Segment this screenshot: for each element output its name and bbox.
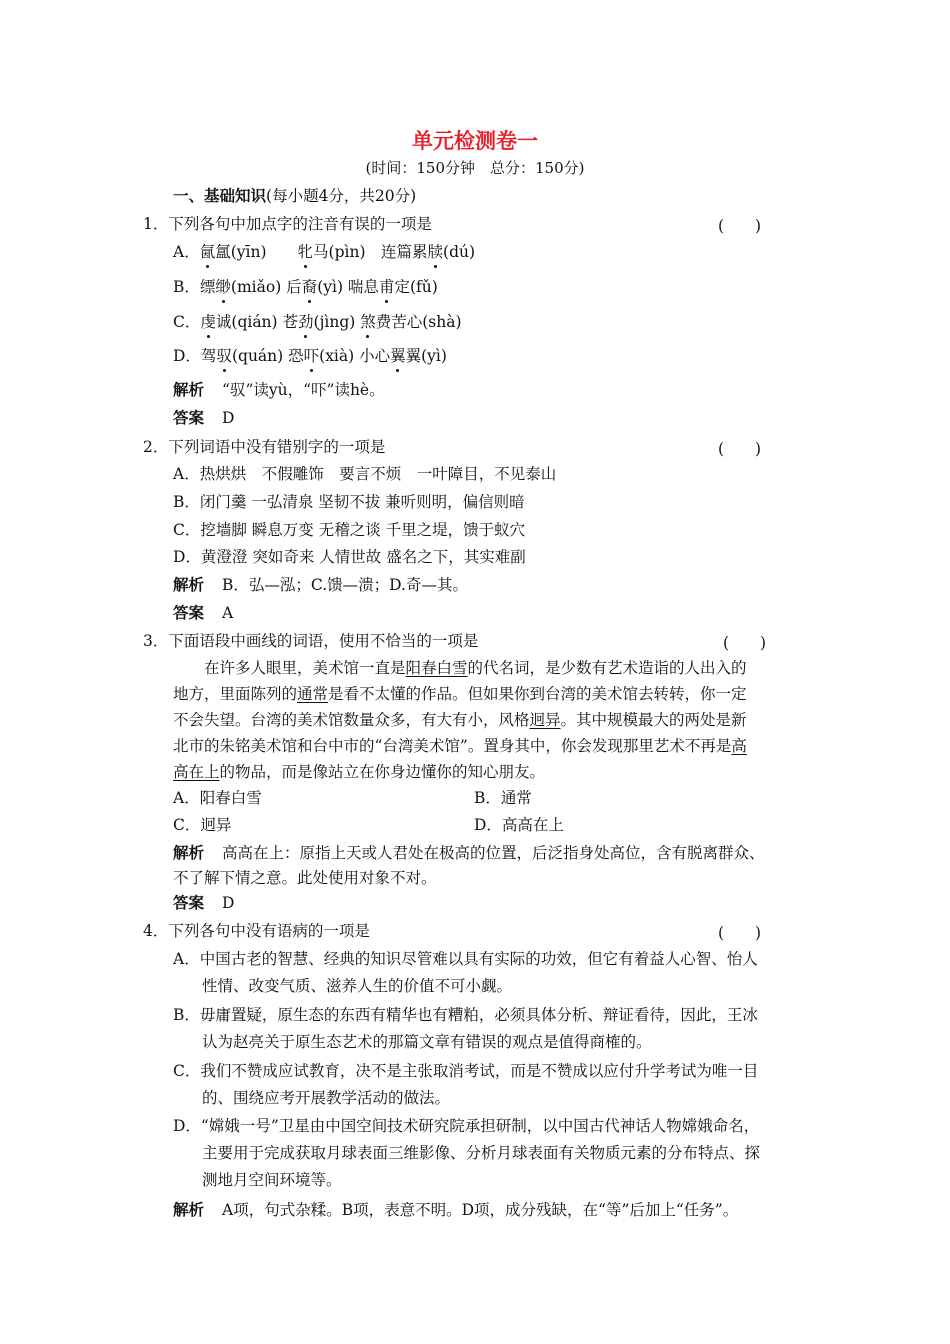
- option-text: 费苦心(shà): [375, 313, 462, 331]
- analysis-text: “驭”读yù，“吓”读hè。: [222, 381, 385, 399]
- question-number: 4．: [143, 922, 169, 940]
- q3-option-d: D．高高在上: [474, 816, 564, 834]
- analysis-label: 解析: [173, 576, 205, 594]
- question-number: 2．: [143, 438, 169, 456]
- dotted-char: 缈: [215, 278, 231, 296]
- analysis-text: A项，句式杂糅。B项，表意不明。D项，成分残缺，在“等”后加上“任务”。: [222, 1201, 739, 1219]
- option-text: (dú): [443, 243, 476, 261]
- passage-text: 不会失望。台湾的美术馆数量众多，有大有小，风格: [173, 711, 530, 729]
- dotted-char: 虔: [200, 313, 216, 331]
- underlined-word: 高在上: [173, 763, 220, 781]
- q4-option-c: C．我们不赞成应试教育，决不是主张取消考试，而是不赞成以应付升学考试为唯一目: [173, 1062, 759, 1080]
- question-text: 下列各句中加点字的注音有误的一项是: [168, 215, 432, 233]
- question-text: 下面语段中画线的词语，使用不恰当的一项是: [168, 632, 479, 650]
- section-note: (每小题4分，共20分): [266, 187, 417, 205]
- option-letter: A．: [173, 243, 200, 261]
- underlined-word: 高: [731, 737, 747, 755]
- q1-option-b: [173, 277, 438, 297]
- page-title: 单元检测卷一: [412, 129, 538, 153]
- option-text: 驾: [200, 347, 217, 365]
- q4-option-a: A．中国古老的智慧、经典的知识尽管难以具有实际的功效，但它有着益人心智、怡人: [173, 950, 758, 968]
- option-text: (yì) 喘息: [317, 278, 379, 296]
- passage-text: 的物品，而是像站立在你身边懂你的知心朋友。: [219, 763, 546, 781]
- q1-answer: [173, 408, 234, 428]
- q2-option-a: A．热烘烘 不假雕饰 要言不烦 一叶障目，不见泰山: [173, 465, 557, 483]
- option-text: (quán) 恐: [231, 347, 304, 365]
- q3-option-c: C．迥异: [173, 816, 232, 834]
- dotted-char: 甫: [378, 278, 395, 296]
- passage-text: 在许多人眼里，美术馆一直是: [204, 659, 406, 677]
- answer-label: 答案: [173, 409, 205, 427]
- question-number: 1．: [143, 215, 169, 233]
- option-text: 马(pìn) 连篇累: [313, 243, 428, 261]
- option-text: (jìng): [313, 313, 361, 331]
- q4-option-d-cont: 主要用于完成获取月球表面三维影像、分析月球表面有关物质元素的分布特点、探: [202, 1144, 761, 1162]
- q2-analysis: [173, 575, 468, 595]
- option-letter: B．: [173, 278, 200, 296]
- question-text: 下列各句中没有语病的一项是: [168, 922, 370, 940]
- underlined-word: 迥异: [529, 711, 561, 729]
- q1-option-d: [173, 346, 447, 366]
- option-letter: C．: [173, 313, 201, 331]
- underlined-word: 阳春白雪: [405, 659, 468, 677]
- q1-analysis: [173, 380, 385, 400]
- underlined-word: 通常: [297, 685, 329, 703]
- exam-meta: (时间：150分钟 总分：150分): [365, 159, 585, 177]
- option-letter: D．: [173, 347, 201, 365]
- analysis-label: 解析: [173, 844, 205, 862]
- analysis-text: B．弘—泓；C.馈—溃；D.奇—其。: [222, 576, 468, 594]
- question-1-stem: [143, 214, 432, 234]
- q4-option-d-cont2: 测地月空间环境等。: [202, 1171, 342, 1189]
- option-text: 氲(yīn): [215, 243, 298, 261]
- question-4-stem: [143, 921, 370, 941]
- passage-text: 的代名词，是少数有艺术造诣的人出入的: [467, 659, 747, 677]
- q4-option-c-cont: 的、围绕应考开展教学活动的做法。: [202, 1089, 451, 1107]
- q4-option-b-cont: 认为赵亮关于原生态艺术的那篇文章有错误的观点是值得商榷的。: [202, 1033, 652, 1051]
- option-text: (miǎo) 后: [230, 278, 302, 296]
- q4-option-a-cont: 性情、改变气质、滋养人生的价值不可小觑。: [202, 977, 513, 995]
- q1-option-c: [173, 312, 462, 332]
- answer-blank: ( ): [723, 634, 767, 652]
- passage-line: [173, 684, 747, 704]
- q3-option-a: A．阳春白雪: [173, 789, 262, 807]
- dotted-char: 吓: [303, 347, 320, 365]
- question-3-stem: [143, 631, 478, 651]
- passage-line: [204, 658, 747, 678]
- question-text: 下列词语中没有错别字的一项是: [168, 438, 386, 456]
- q1-option-a: [173, 242, 475, 262]
- q4-analysis: [173, 1200, 738, 1220]
- dotted-char: 氤: [199, 243, 216, 261]
- q3-answer: [173, 893, 234, 913]
- passage-line: [173, 710, 747, 730]
- q4-option-b: B．毋庸置疑，原生态的东西有精华也有糟粕，必须具体分析、辩证看待，因此，王冰: [173, 1006, 758, 1024]
- option-text: 定(fǔ): [394, 278, 438, 296]
- q2-option-c: C．挖墙脚 瞬息万变 无稽之谈 千里之堤，馈于蚁穴: [173, 521, 526, 539]
- answer-value: D: [222, 409, 235, 427]
- q3-analysis: [173, 843, 765, 863]
- passage-text: 。其中规模最大的两处是新: [560, 711, 747, 729]
- option-text: 缥: [199, 278, 216, 296]
- answer-label: 答案: [173, 604, 205, 622]
- section-label: 一、基础知识: [173, 186, 267, 205]
- passage-text: 北市的朱铭美术馆和台中市的“台湾美术馆”。置身其中，你会发现那里艺术不再是: [173, 737, 732, 755]
- passage-line: [173, 762, 545, 782]
- question-2-stem: [143, 437, 385, 457]
- q2-answer: [173, 603, 233, 623]
- q3-analysis-cont: 不了解下情之意。此处使用对象不对。: [173, 869, 437, 887]
- q2-option-b: B．闭门羹 一弘清泉 坚韧不拔 兼听则明，偏信则暗: [173, 493, 525, 511]
- q2-option-d: D．黄澄澄 突如奇来 人情世故 盛名之下，其实难副: [173, 548, 526, 566]
- section-heading: [173, 186, 416, 206]
- answer-blank: ( ): [718, 217, 762, 235]
- option-text: 诚(qián) 苍: [215, 313, 299, 331]
- q3-option-b: B．通常: [474, 789, 532, 807]
- answer-value: A: [222, 604, 234, 622]
- q4-option-d: D．“嫦娥一号”卫星由中国空间技术研究院承担研制，以中国古代神话人物嫦娥命名，: [173, 1117, 760, 1135]
- dotted-char: 煞: [360, 313, 376, 331]
- dotted-char: 裔: [301, 278, 318, 296]
- answer-label: 答案: [173, 894, 205, 912]
- passage-text: 地方，里面陈列的: [173, 685, 298, 703]
- question-number: 3．: [143, 632, 169, 650]
- answer-blank: ( ): [718, 440, 762, 458]
- answer-blank: ( ): [718, 924, 762, 942]
- dotted-char: 翼: [390, 347, 406, 365]
- option-text: 翼(yì): [405, 347, 447, 365]
- analysis-label: 解析: [173, 1201, 205, 1219]
- passage-text: 是看不太懂的作品。但如果你到台湾的美术馆去转转，你一定: [328, 685, 747, 703]
- passage-line: [173, 736, 747, 756]
- analysis-label: 解析: [173, 381, 205, 399]
- dotted-char: 劲: [298, 313, 314, 331]
- dotted-char: 牍: [427, 243, 444, 261]
- dotted-char: 牝: [297, 243, 314, 261]
- dotted-char: 驭: [216, 347, 232, 365]
- analysis-text: 高高在上：原指上天或人君处在极高的位置，后泛指身处高位，含有脱离群众、: [222, 844, 765, 862]
- answer-value: D: [222, 894, 235, 912]
- option-text: (xià) 小心: [319, 347, 391, 365]
